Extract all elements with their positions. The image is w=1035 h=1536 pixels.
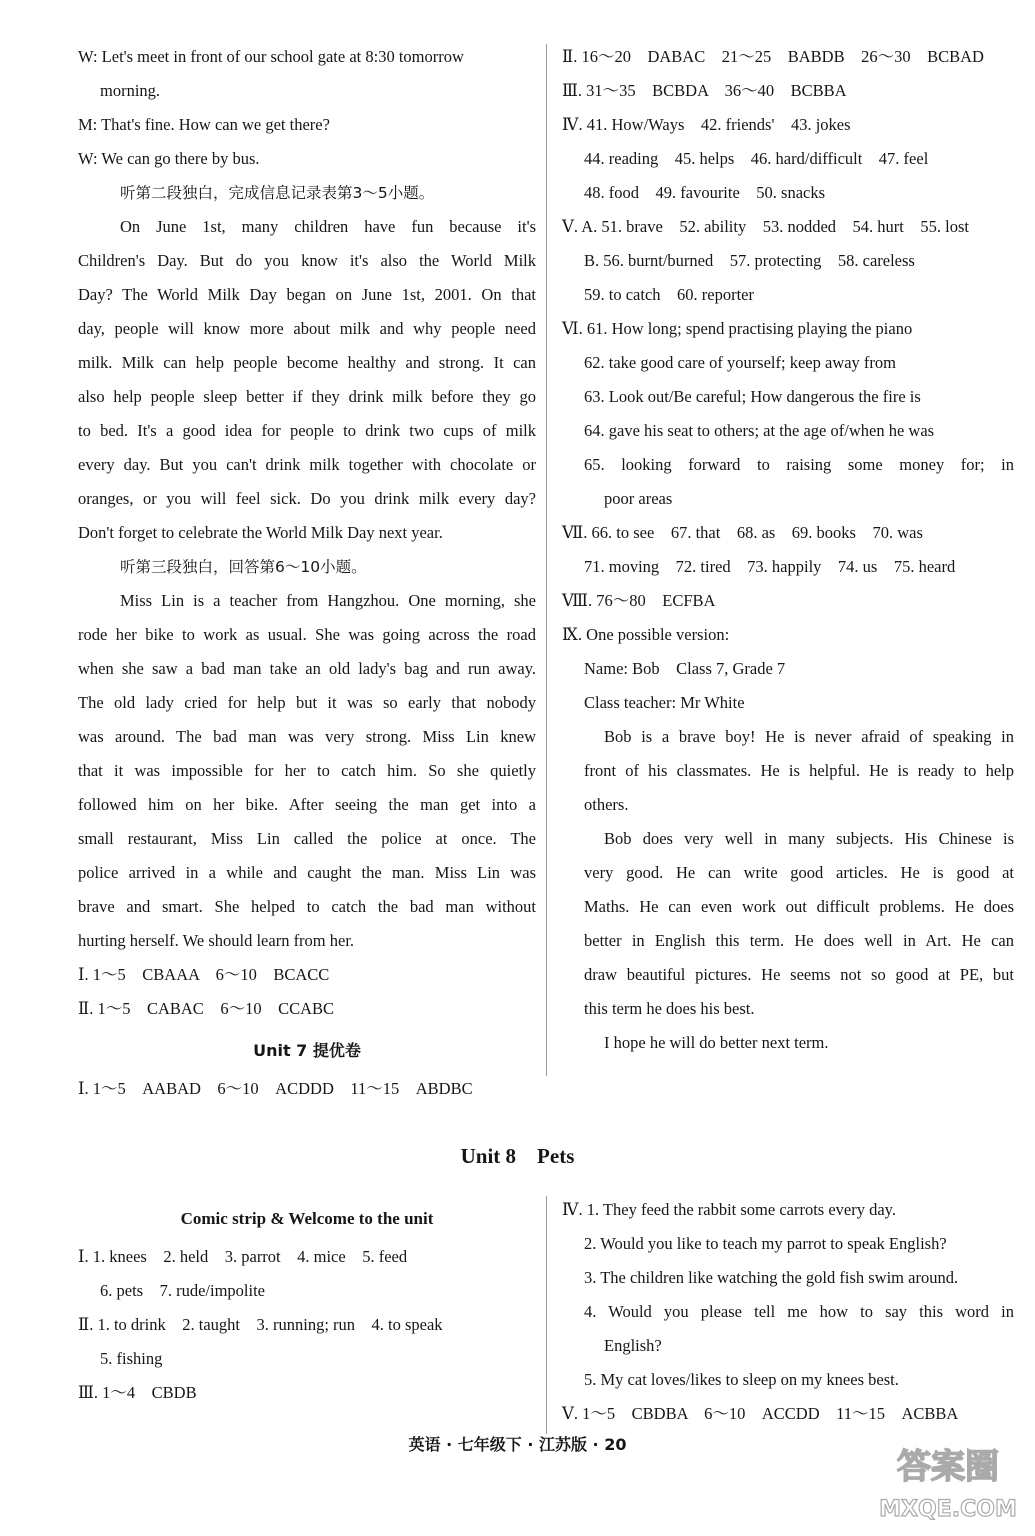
text-line: Name: Bob Class 7, Grade 7	[584, 659, 786, 678]
text-line: Maths. He can even work out difficult problems. He does	[584, 897, 1014, 916]
text-line: 63. Look out/Be careful; How dangerous the fire is	[584, 387, 921, 406]
watermark-url: MXQE.COM	[879, 1497, 1017, 1522]
text-line: Ⅶ. 66. to see 67. that 68. as 69. books 70. was	[562, 523, 923, 542]
text-line: others.	[584, 795, 629, 814]
text-line: draw beautiful pictures. He seems not so good at PE, but	[584, 965, 1014, 984]
text-line: 5. My cat loves/likes to sleep on my knees best.	[584, 1370, 899, 1389]
text-line: Ⅱ. 16～20 DABAC 21～25 BABDB 26～30 BCBAD	[562, 47, 984, 66]
listening-transcript	[78, 40, 536, 1026]
unit8-answers-left	[78, 1240, 536, 1410]
text-line: 65. looking forward to raising some money for; in	[584, 455, 1014, 474]
text-line: oranges, or you will feel sick. Do you drink milk every day?	[78, 489, 536, 508]
answers-list	[562, 40, 1014, 1060]
text-line: Ⅵ. 61. How long; spend practising playing the piano	[562, 319, 913, 338]
text-line: On June 1st, many children have fun because it's	[120, 217, 536, 236]
unit8-right	[562, 1193, 1014, 1431]
text-line: 64. gave his seat to others; at the age of/when he was	[584, 421, 935, 440]
text-line: Bob does very well in many subjects. His Chinese is	[604, 829, 1014, 848]
text-line: 44. reading 45. helps 46. hard/difficult 47. feel	[584, 149, 929, 168]
right-column	[562, 40, 1014, 1060]
text-line: 5. fishing	[100, 1349, 163, 1368]
text-line: Ⅲ. 1～4 CBDB	[78, 1383, 197, 1402]
text-line: police arrived in a while and caught the man. Miss Lin was	[78, 863, 536, 882]
text-line: The old lady cried for help but it was so early that nobody	[78, 693, 536, 712]
text-line: 听第二段独白，完成信息记录表第3～5小题。	[120, 184, 435, 202]
text-line: milk. Milk can help people become healthy and strong. It can	[78, 353, 536, 372]
text-line: W: We can go there by bus.	[78, 149, 260, 168]
text-line: Ⅸ. One possible version:	[562, 625, 730, 644]
text-line: Ⅲ. 31～35 BCBDA 36～40 BCBBA	[562, 81, 847, 100]
text-line: when she saw a bad man take an old lady's bag and run away.	[78, 659, 536, 678]
column-divider	[546, 44, 547, 1076]
unit7-answer: Ⅰ. 1～5 AABAD 6～10 ACDDD 11～15 ABDBC	[78, 1079, 473, 1098]
watermark-text: 答案圈	[897, 1447, 999, 1487]
watermark-logo	[873, 1432, 1023, 1528]
text-line: English?	[604, 1336, 662, 1355]
text-line: Ⅰ. 1～5 CBAAA 6～10 BCACC	[78, 965, 330, 984]
text-line: also help people sleep better if they drink milk before they go	[78, 387, 536, 406]
text-line: B. 56. burnt/burned 57. protecting 58. careless	[584, 251, 915, 270]
text-line: Children's Day. But do you know it's also the World Milk	[78, 251, 536, 270]
unit8-title: Unit 8 Pets	[460, 1144, 575, 1168]
text-line: Bob is a brave boy! He is never afraid of speaking in	[604, 727, 1014, 746]
column-divider-bottom	[546, 1196, 547, 1434]
text-line: morning.	[100, 81, 161, 100]
text-line: Ⅰ. 1. knees 2. held 3. parrot 4. mice 5. feed	[78, 1247, 408, 1266]
text-line: front of his classmates. He is helpful. He is ready to help	[584, 761, 1014, 780]
comic-strip-title: Comic strip & Welcome to the unit	[180, 1209, 434, 1228]
text-line: Ⅱ. 1. to drink 2. taught 3. running; run 4. to speak	[78, 1315, 443, 1334]
text-line: small restaurant, Miss Lin called the police at once. The	[78, 829, 536, 848]
text-line: 4. Would you please tell me how to say this word in	[584, 1302, 1014, 1321]
text-line: very good. He can write good articles. He is good at	[584, 863, 1014, 882]
text-line: Miss Lin is a teacher from Hangzhou. One morning, she	[120, 591, 536, 610]
text-line: I hope he will do better next term.	[604, 1033, 829, 1052]
left-column	[78, 40, 536, 1106]
text-line: hurting herself. We should learn from her.	[78, 931, 355, 950]
text-line: this term he does his best.	[584, 999, 755, 1018]
text-line: better in English this term. He does well in Art. He can	[584, 931, 1014, 950]
text-line: to bed. It's a good idea for people to drink two cups of milk	[78, 421, 536, 440]
text-line: was around. The bad man was very strong. Miss Lin knew	[78, 727, 536, 746]
text-line: Ⅴ. 1～5 CBDBA 6～10 ACCDD 11～15 ACBBA	[562, 1404, 959, 1423]
text-line: Ⅳ. 1. They feed the rabbit some carrots every day.	[562, 1200, 896, 1219]
text-line: M: That's fine. How can we get there?	[78, 115, 330, 134]
text-line: rode her bike to work as usual. She was going across the road	[78, 625, 536, 644]
text-line: W: Let's meet in front of our school gate at 8:30 tomorrow	[78, 47, 464, 66]
text-line: Class teacher: Mr White	[584, 693, 745, 712]
text-line: Day? The World Milk Day began on June 1st, 2001. On that	[78, 285, 536, 304]
text-line: 3. The children like watching the gold fish swim around.	[584, 1268, 959, 1287]
text-line: 59. to catch 60. reporter	[584, 285, 754, 304]
text-line: poor areas	[604, 489, 673, 508]
text-line: Ⅳ. 41. How/Ways 42. friends' 43. jokes	[562, 115, 851, 134]
text-line: Ⅴ. A. 51. brave 52. ability 53. nodded 54. hurt 55. lost	[562, 217, 969, 236]
page-footer: 英语 · 七年级下 · 江苏版 · 20	[408, 1435, 627, 1454]
unit8-left	[78, 1202, 536, 1410]
text-line: Ⅱ. 1～5 CABAC 6～10 CCABC	[78, 999, 334, 1018]
unit8-answers-right	[562, 1193, 1014, 1431]
text-line: followed him on her bike. After seeing the man get into a	[78, 795, 536, 814]
text-line: brave and smart. She helped to catch the bad man without	[78, 897, 536, 916]
text-line: Ⅷ. 76～80 ECFBA	[562, 591, 716, 610]
text-line: 2. Would you like to teach my parrot to speak English?	[584, 1234, 947, 1253]
text-line: day, people will know more about milk and why people need	[78, 319, 536, 338]
text-line: that it was impossible for her to catch him. So she quietly	[78, 761, 536, 780]
text-line: Don't forget to celebrate the World Milk Day next year.	[78, 523, 443, 542]
text-line: every day. But you can't drink milk together with chocolate or	[78, 455, 536, 474]
text-line: 48. food 49. favourite 50. snacks	[584, 183, 826, 202]
text-line: 71. moving 72. tired 73. happily 74. us 75. heard	[584, 557, 956, 576]
text-line: 听第三段独白，回答第6～10小题。	[120, 558, 367, 576]
text-line: 6. pets 7. rude/impolite	[100, 1281, 265, 1300]
text-line: 62. take good care of yourself; keep away from	[584, 353, 897, 372]
unit7-title: Unit 7 提优卷	[253, 1041, 361, 1060]
